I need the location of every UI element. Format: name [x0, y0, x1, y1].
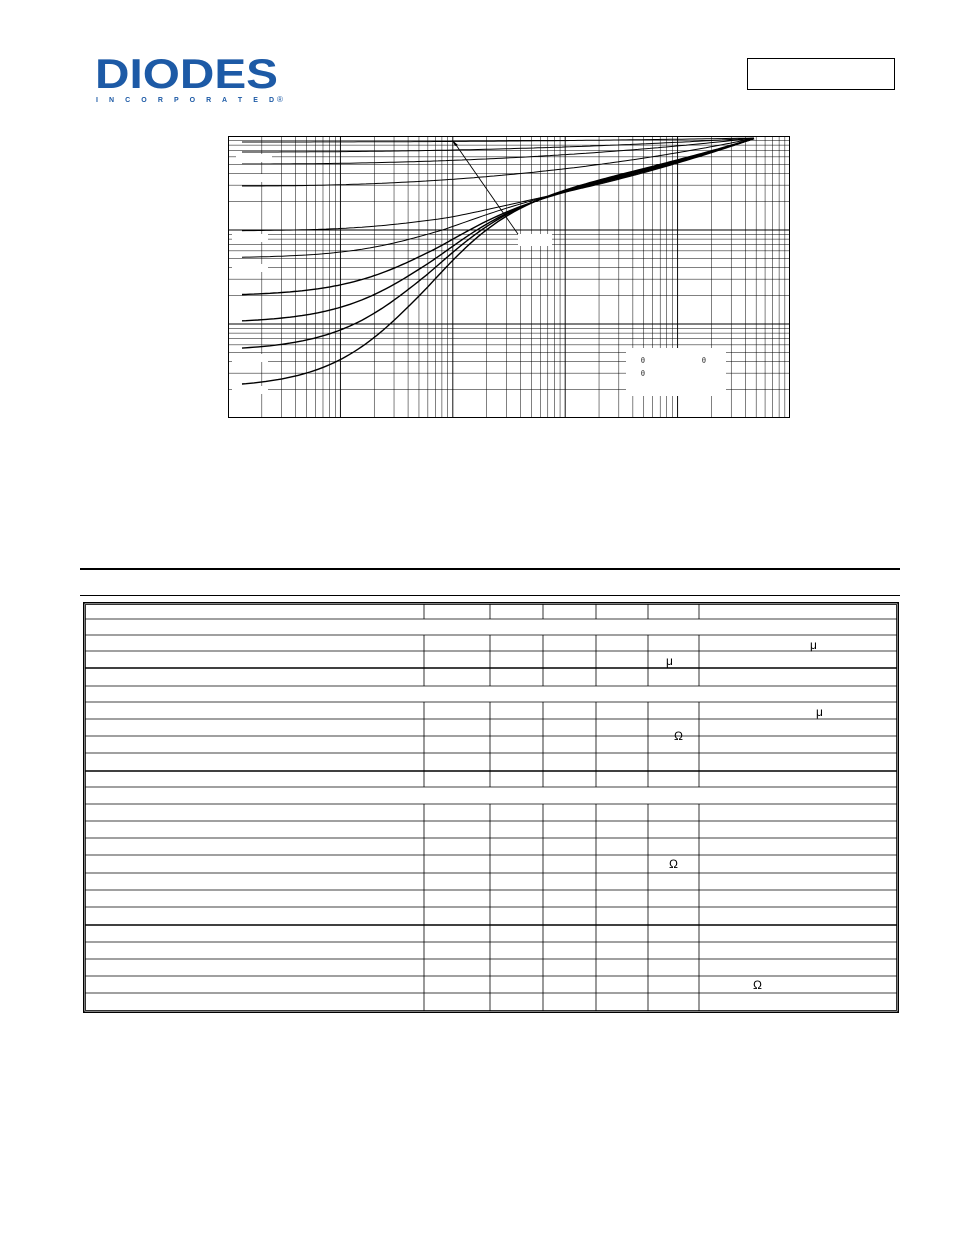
legend-theta-1: θ: [641, 356, 645, 365]
axis-label-patch: [232, 386, 268, 394]
legend-theta-2: θ: [702, 356, 706, 365]
axis-label-patch: [232, 234, 268, 242]
logo-wordmark: DIODES: [95, 52, 278, 97]
table-grid-lines: [84, 603, 899, 1013]
axis-label-patch: [236, 174, 272, 182]
logo-tagline: I N C O R P O R A T E D: [96, 97, 274, 104]
unit-omega-3: Ω: [753, 978, 762, 992]
section-rule-bottom: [80, 595, 900, 596]
axis-label-patch: [236, 154, 272, 162]
unit-mu-1: μ: [810, 638, 817, 652]
unit-omega-1: Ω: [674, 729, 683, 743]
diodes-logo: [95, 52, 290, 104]
electrical-characteristics-table: [83, 602, 899, 1013]
section-rule-top: [80, 568, 900, 570]
transient-thermal-chart: [228, 136, 790, 418]
part-number-box: [747, 58, 895, 90]
unit-omega-2: Ω: [669, 857, 678, 871]
unit-mu-3: μ: [816, 705, 823, 719]
axis-label-patch: [232, 354, 268, 362]
table-outer-border: [84, 603, 899, 1013]
axis-label-patch: [232, 264, 268, 272]
unit-mu-2: μ: [666, 654, 673, 668]
annotation-label-box: [518, 234, 552, 246]
logo-registered-mark: ®: [277, 95, 283, 104]
legend-theta-3: θ: [641, 369, 645, 378]
table-inner-border: [86, 605, 897, 1011]
